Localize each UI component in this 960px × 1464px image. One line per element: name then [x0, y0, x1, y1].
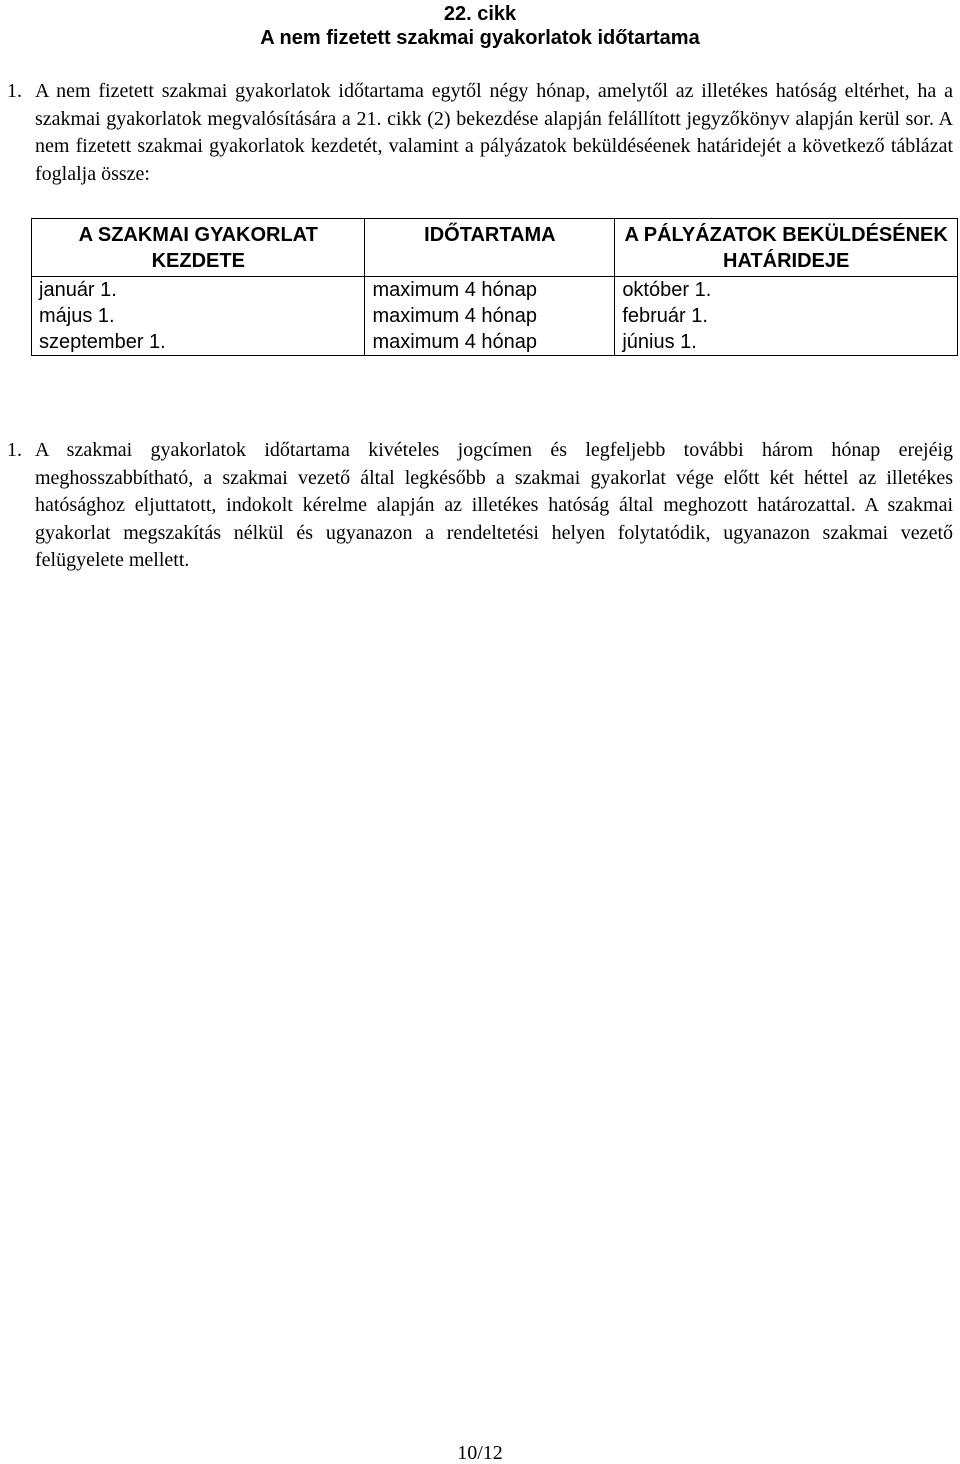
header-deadline: A PÁLYÁZATOK BEKÜLDÉSÉNEK HATÁRIDEJE [615, 219, 958, 277]
page-number: 10/12 [457, 1442, 503, 1464]
header-duration: IDŐTARTAMA [365, 219, 615, 277]
paragraph-2 [7, 437, 953, 575]
paragraph-1-text: A nem fizetett szakmai gyakorlatok időtartama egytől négy hónap, amelytől az illetékes hatóság eltérhet, ha a szakmai gyakorlatok megvalósítására a 21. cikk (2) bekezdése alapján felállított jegyzőkönyv alapján kerül sor. A nem fizetett szakmai gyakorlatok kezdetét, valamint a pályázatok beküldéséenek határidejét a következő táblázat foglalja össze: [35, 80, 953, 185]
paragraph-2-text: A szakmai gyakorlatok időtartama kivételes jogcímen és legfeljebb további három hónap erejéig meghosszabbítható, a szakmai vezető által legkésőbb a szakmai gyakorlat vége előtt két héttel az illetékes hatósághoz eljuttatott, indokolt kérelme alapján az illetékes hatóság által meghozott határozattal. A szakmai gyakorlat megszakítás nélkül és ugyanazon a rendeltetési helyen folytatódik, ugyanazon szakmai vezető felügyelete mellett. [35, 439, 953, 571]
header-start: A SZAKMAI GYAKORLAT KEZDETE [32, 219, 365, 277]
paragraph-1-number: 1. [7, 80, 22, 102]
table-row [32, 277, 958, 304]
cell-deadline: február 1. [615, 303, 958, 329]
table-header-row [32, 219, 958, 277]
table-row [32, 329, 958, 356]
cell-start: május 1. [32, 303, 365, 329]
cell-start: január 1. [32, 277, 365, 304]
cell-duration: maximum 4 hónap [365, 329, 615, 356]
paragraph-2-number: 1. [7, 439, 22, 461]
cell-duration: maximum 4 hónap [365, 303, 615, 329]
internship-schedule-table [31, 218, 958, 356]
paragraph-1 [7, 78, 953, 188]
cell-deadline: október 1. [615, 277, 958, 304]
article-number: 22. cikk [443, 3, 517, 25]
cell-duration: maximum 4 hónap [365, 277, 615, 304]
article-title: A nem fizetett szakmai gyakorlatok időtartama [260, 27, 700, 49]
cell-start: szeptember 1. [32, 329, 365, 356]
cell-deadline: június 1. [615, 329, 958, 356]
table-row [32, 303, 958, 329]
